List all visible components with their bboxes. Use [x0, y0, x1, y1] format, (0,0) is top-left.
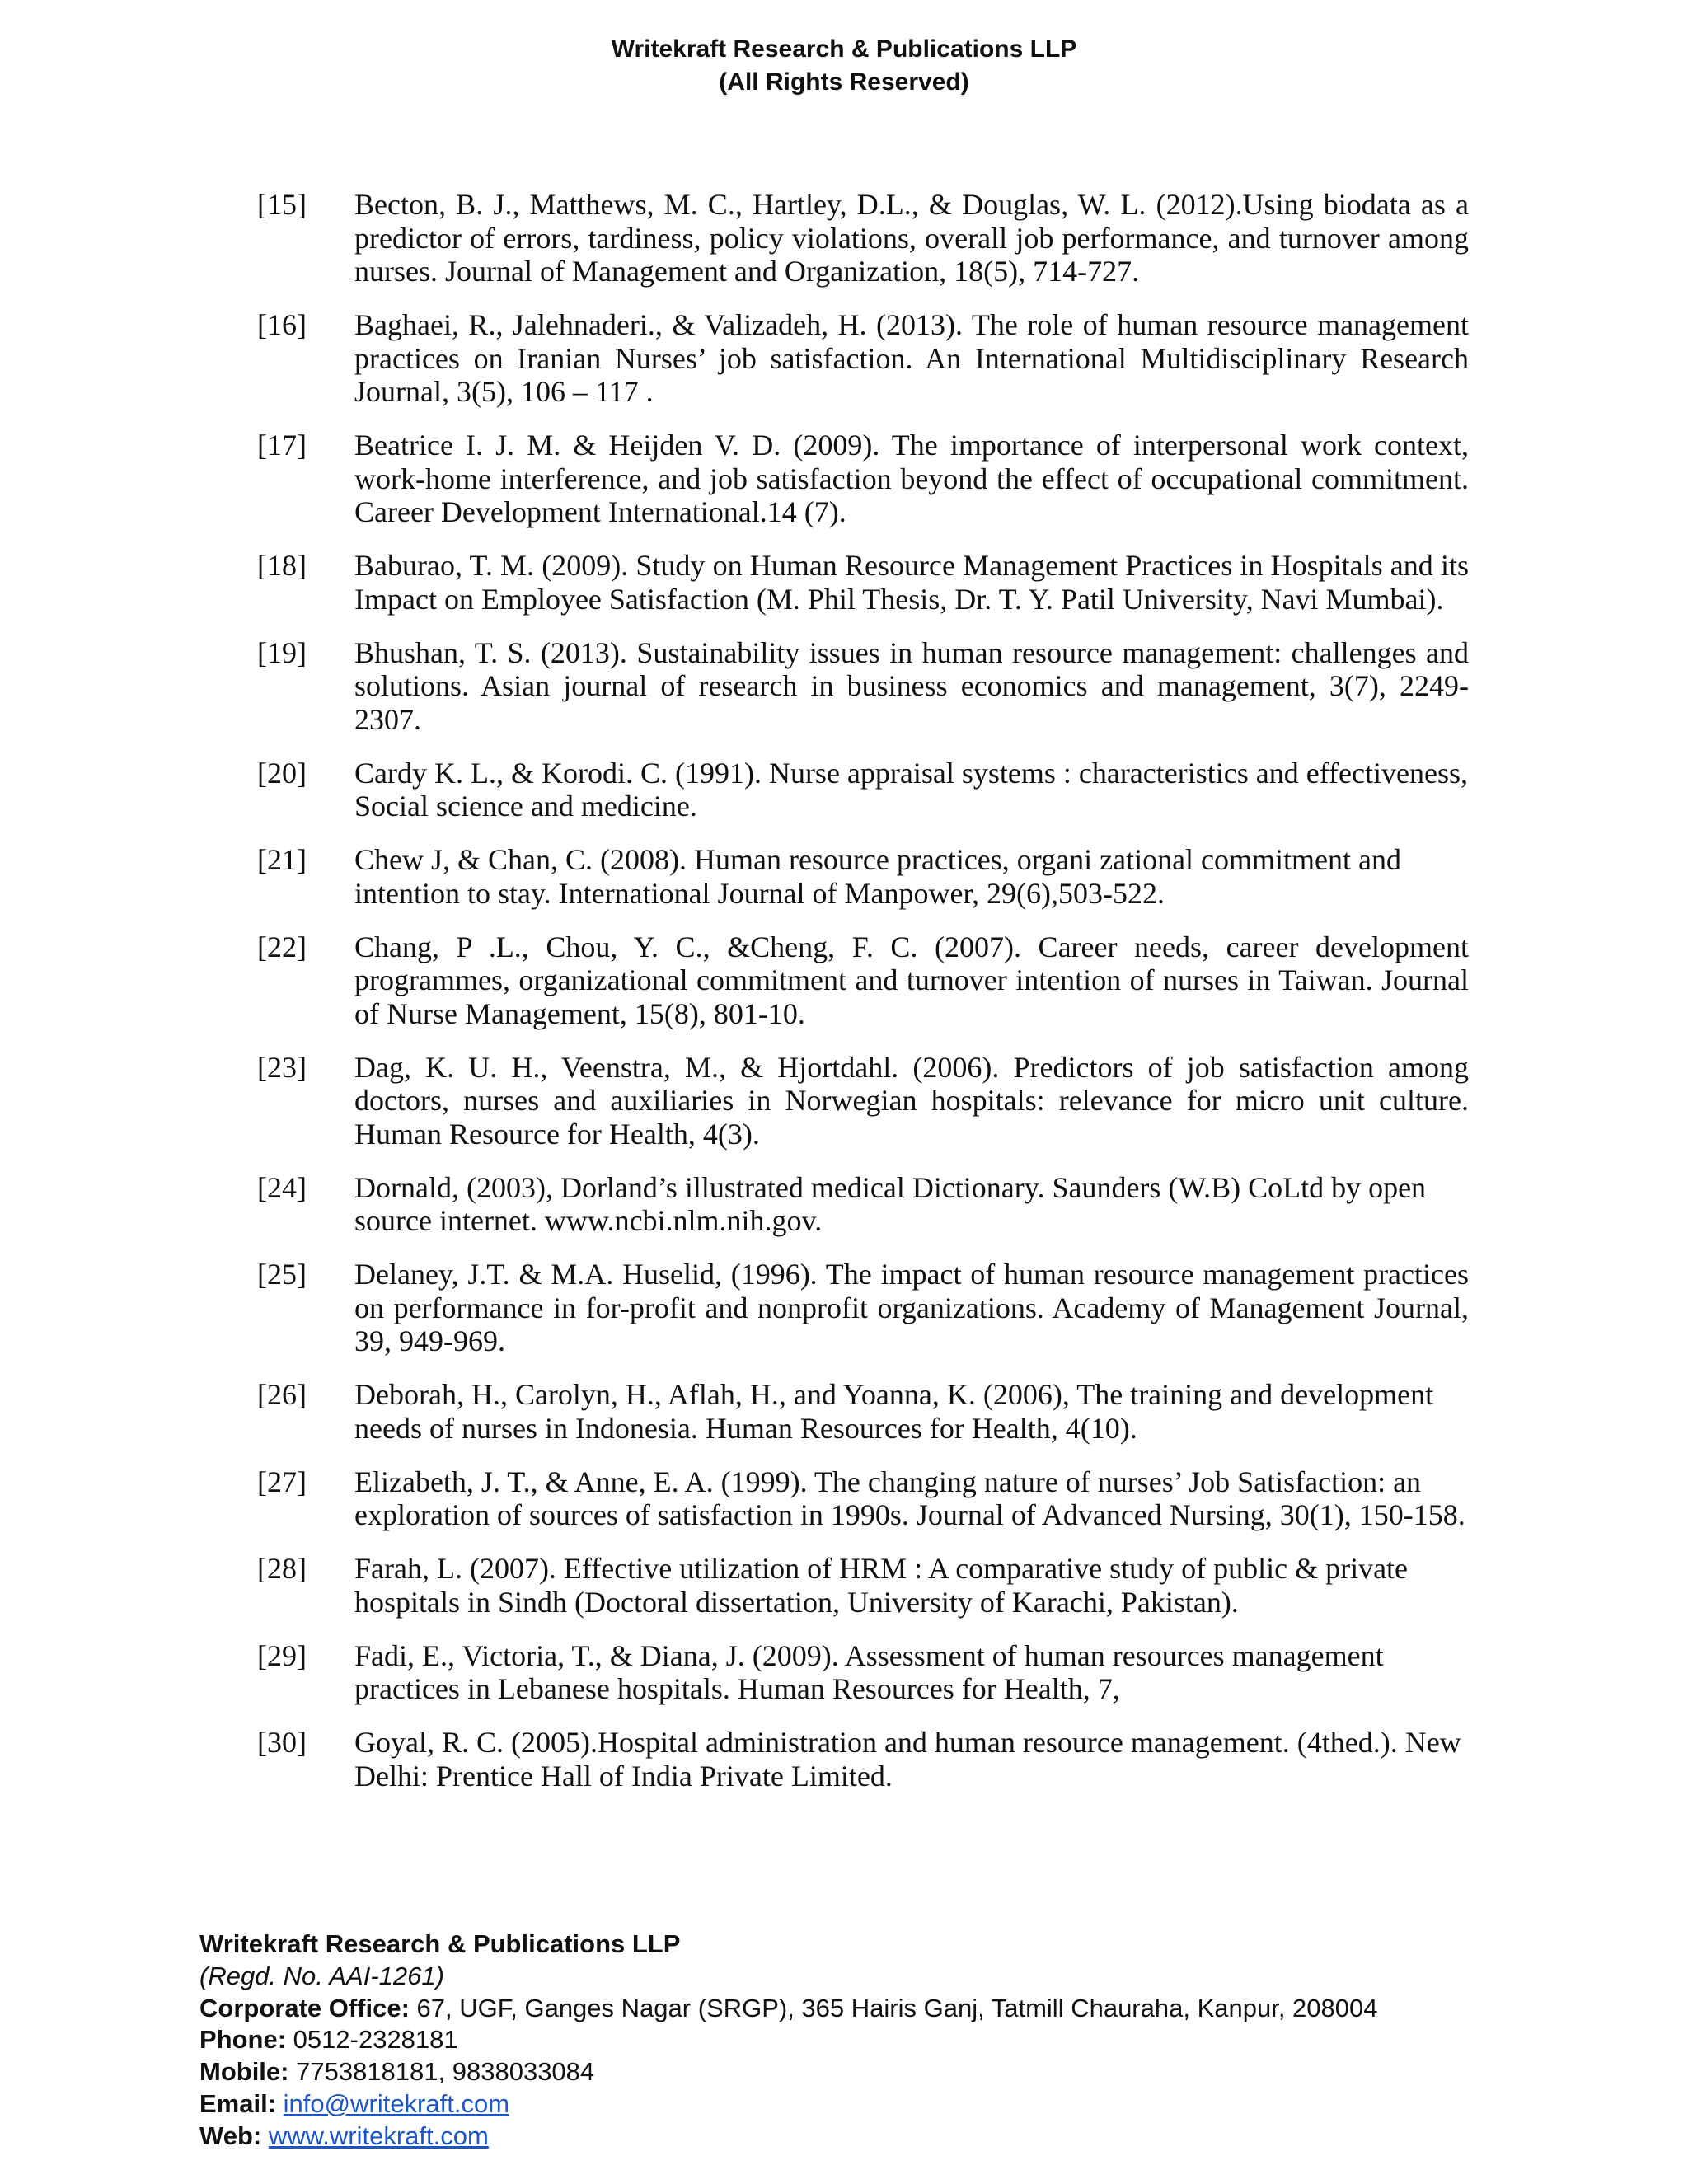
reference-text: Deborah, H., Carolyn, H., Aflah, H., and Yoanna, K. (2006), The training and development needs of nurses in Indonesia. Human Resources for Health, 4(10).	[354, 1378, 1434, 1445]
reference-item	[257, 549, 1469, 616]
footer-mobile-value: 7753818181, 9838033084	[288, 2057, 595, 2087]
reference-item	[257, 188, 1469, 288]
footer-phone	[199, 2024, 1650, 2056]
footer-email-label: Email:	[199, 2088, 277, 2118]
footer-web-label: Web:	[199, 2121, 262, 2150]
reference-number: [20]	[257, 756, 307, 790]
reference-number: [30]	[257, 1726, 307, 1759]
reference-number: [27]	[257, 1465, 307, 1498]
reference-text: Baghaei, R., Jalehnaderi., & Valizadeh, H. (2013). The role of human resource management practices on Iranian Nurses’ job satisfaction. An International Multidisciplinary Research Journal, 3(5), 106 – 117 .	[354, 308, 1469, 408]
website-link[interactable]: www.writekraft.com	[268, 2121, 489, 2150]
reference-item	[257, 930, 1469, 1031]
reference-number: [24]	[257, 1170, 307, 1204]
reference-text: Beatrice I. J. M. & Heijden V. D. (2009). The importance of interpersonal work context, work-home interference, and job satisfaction beyond the effect of occupational commitment. Career Development International.14 (7).	[354, 429, 1469, 528]
reference-item	[257, 1378, 1469, 1445]
reference-number: [22]	[257, 930, 307, 963]
reference-number: [29]	[257, 1638, 307, 1672]
reference-item	[257, 1639, 1469, 1706]
reference-text: Dornald, (2003), Dorland’s illustrated medical Dictionary. Saunders (W.B) CoLtd by open source internet. www.ncbi.nlm.nih.gov.	[354, 1170, 1427, 1237]
footer-office-label: Corporate Office:	[199, 1993, 410, 2022]
header-title: Writekraft Research & Publications LLP	[611, 35, 1077, 63]
reference-item	[257, 1465, 1469, 1532]
reference-item	[257, 308, 1469, 409]
page-header	[0, 33, 1688, 99]
reference-text: Bhushan, T. S. (2013). Sustainability issues in human resource management: challenges and solutions. Asian journal of research in business economics and management, 3(7), 2249-2307.	[354, 635, 1469, 736]
reference-item	[257, 843, 1469, 910]
footer-phone-value: 0512-2328181	[286, 2025, 458, 2055]
reference-text: Farah, L. (2007). Effective utilization of HRM : A comparative study of public & private hospitals in Sindh (Doctoral dissertation, University of Karachi, Pakistan).	[354, 1552, 1409, 1619]
reference-number: [28]	[257, 1552, 307, 1585]
reference-item	[257, 1726, 1469, 1793]
email-link[interactable]: info@writekraft.com	[283, 2088, 510, 2118]
reference-item	[257, 1258, 1469, 1358]
header-rights: (All Rights Reserved)	[719, 68, 969, 96]
reference-number: [25]	[257, 1258, 307, 1291]
reference-number: [18]	[257, 549, 307, 582]
reference-text: Baburao, T. M. (2009). Study on Human Resource Management Practices in Hospitals and its Impact on Employee Satisfaction (M. Phil Thesis, Dr. T. Y. Patil University, Navi Mumbai).	[354, 549, 1469, 616]
reference-number: [21]	[257, 843, 307, 876]
reference-text: Goyal, R. C. (2005).Hospital administration and human resource management. (4thed.). New Delhi: Prentice Hall of India Private Limited.	[354, 1726, 1461, 1793]
reference-text: Cardy K. L., & Korodi. C. (1991). Nurse appraisal systems : characteristics and effectiveness, Social science and medicine.	[354, 756, 1468, 823]
footer-office-value: 67, UGF, Ganges Nagar (SRGP), 365 Hairis Ganj, Tatmill Chauraha, Kanpur, 208004	[409, 1993, 1378, 2022]
page-footer	[199, 1929, 1650, 2153]
footer-phone-label: Phone:	[199, 2025, 287, 2055]
reference-number: [16]	[257, 308, 307, 341]
reference-number: [19]	[257, 635, 307, 669]
reference-text: Elizabeth, J. T., & Anne, E. A. (1999). The changing nature of nurses’ Job Satisfaction: an exploration of sources of satisfaction in 1990s. Journal of Advanced Nursing, 30(1), 150-158.	[354, 1465, 1465, 1531]
reference-item	[257, 1051, 1469, 1151]
reference-item	[257, 636, 1469, 737]
reference-list	[257, 188, 1469, 1813]
reference-number: [26]	[257, 1378, 307, 1411]
reference-text: Delaney, J.T. & M.A. Huselid, (1996). The impact of human resource management practices on performance in for-profit and nonprofit organizations. Academy of Management Journal, 39, 949-969.	[354, 1258, 1469, 1357]
reference-item	[257, 757, 1469, 823]
reference-text: Chew J, & Chan, C. (2008). Human resource practices, organi zational commitment and intention to stay. International Journal of Manpower, 29(6),503-522.	[354, 843, 1402, 910]
footer-office	[199, 1993, 1650, 2025]
footer-company: Writekraft Research & Publications LLP	[199, 1929, 681, 1958]
reference-text: Becton, B. J., Matthews, M. C., Hartley, D.L., & Douglas, W. L. (2012).Using biodata as a predictor of errors, tardiness, policy violations, overall job performance, and turnover among nurses. Journal of Management and Organization, 18(5), 714-727.	[354, 188, 1469, 288]
footer-mobile-label: Mobile:	[199, 2057, 289, 2087]
reference-item	[257, 1171, 1469, 1238]
reference-item	[257, 1552, 1469, 1619]
reference-text: Fadi, E., Victoria, T., & Diana, J. (2009). Assessment of human resources management practices in Lebanese hospitals. Human Resources for Health, 7,	[354, 1638, 1384, 1705]
reference-number: [23]	[257, 1050, 307, 1084]
footer-registration: (Regd. No. AAI-1261)	[199, 1961, 444, 1990]
reference-number: [15]	[257, 188, 307, 221]
footer-mobile	[199, 2056, 1650, 2088]
reference-number: [17]	[257, 429, 307, 462]
footer-email	[199, 2088, 1650, 2121]
reference-text: Chang, P .L., Chou, Y. C., &Cheng, F. C. (2007). Career needs, career development programmes, organizational commitment and turnover intention of nurses in Taiwan. Journal of Nurse Management, 15(8), 801-10.	[354, 930, 1469, 1030]
reference-text: Dag, K. U. H., Veenstra, M., & Hjortdahl. (2006). Predictors of job satisfaction among doctors, nurses and auxiliaries in Norwegian hospitals: relevance for micro unit culture. Human Resource for Health, 4(3).	[354, 1050, 1469, 1151]
footer-web	[199, 2121, 1650, 2153]
reference-item	[257, 429, 1469, 529]
